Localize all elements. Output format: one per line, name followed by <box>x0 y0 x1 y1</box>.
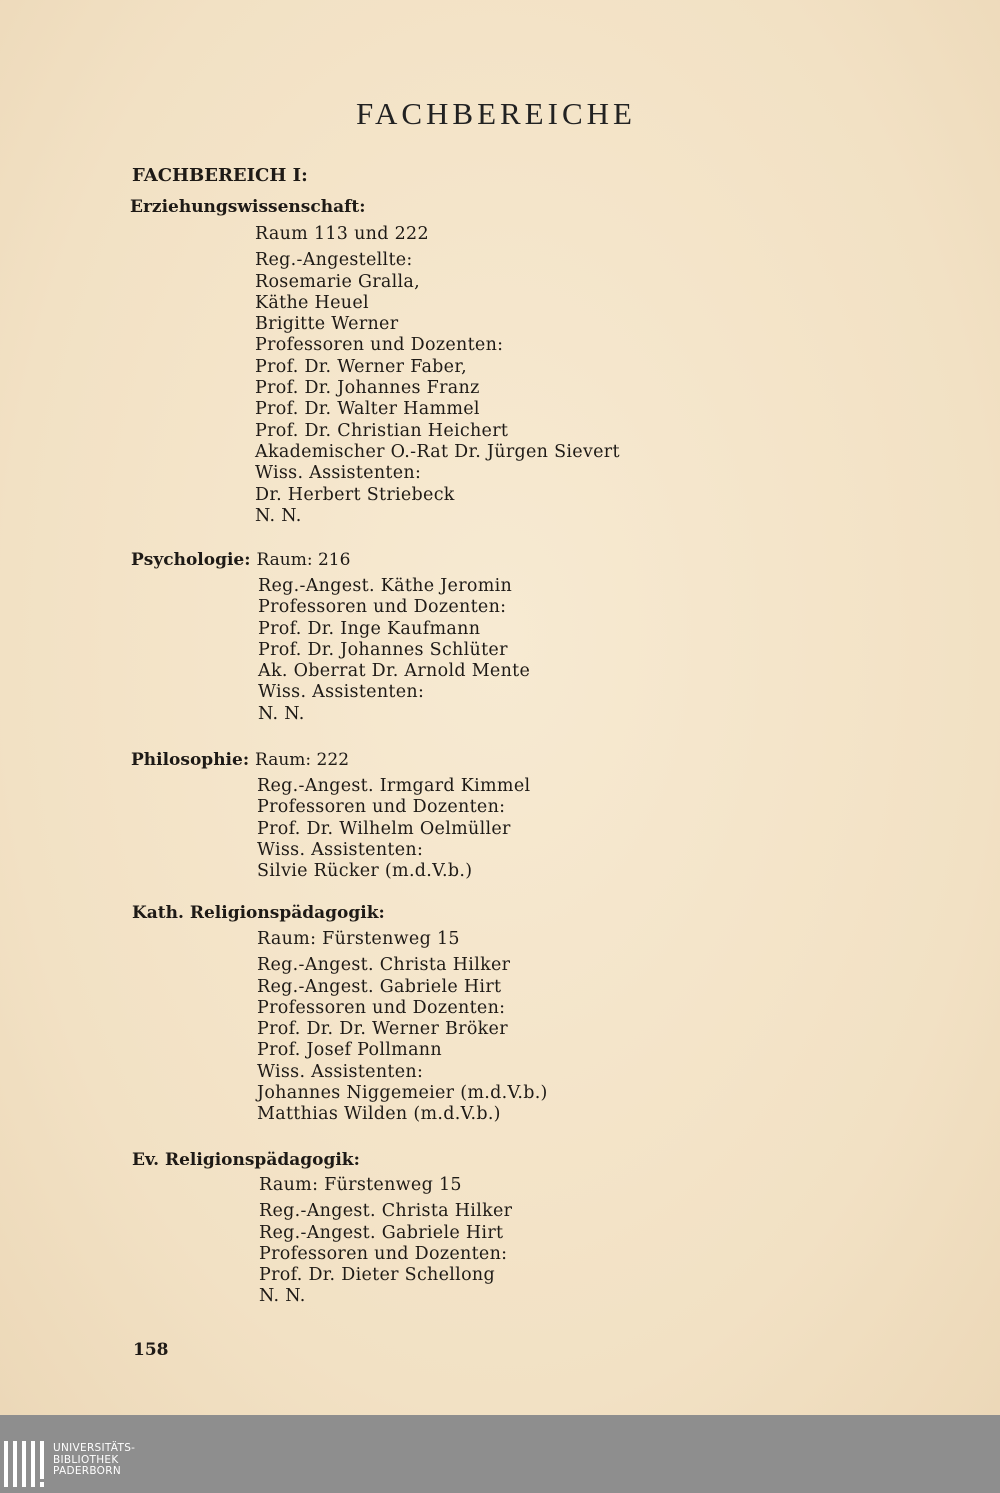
logo-line: UNIVERSITÄTS- <box>53 1442 136 1454</box>
entry-line: Silvie Rücker (m.d.V.b.) <box>257 861 473 882</box>
section-room: Raum: 222 <box>255 750 350 770</box>
entry-line: Akademischer O.-Rat Dr. Jürgen Sievert <box>255 441 620 462</box>
entry-line: Wiss. Assistenten: <box>257 839 424 860</box>
entry-line: Brigitte Werner <box>255 314 399 335</box>
section-entries-psychologie <box>258 576 530 725</box>
entry-line: Reg.-Angest. Christa Hilker <box>257 955 511 976</box>
section-heading-label: Kath. Religionspädagogik: <box>132 903 385 923</box>
entry-line: N. N. <box>258 703 305 724</box>
entry-line: Prof. Dr. Inge Kaufmann <box>258 618 481 639</box>
entry-line: Prof. Dr. Johannes Franz <box>255 378 480 399</box>
entry-line: Prof. Dr. Walter Hammel <box>255 399 480 420</box>
page-number: 158 <box>133 1340 169 1360</box>
entry-line: Reg.-Angestellte: <box>255 250 413 271</box>
logo-line: BIBLIOTHEK <box>53 1453 119 1466</box>
entry-line: Prof. Dr. Werner Faber, <box>255 356 467 377</box>
entry-line: Prof. Josef Pollmann <box>257 1040 442 1061</box>
section-heading-label: Psychologie: <box>131 550 251 570</box>
entry-line: Reg.-Angest. Gabriele Hirt <box>259 1222 504 1243</box>
section-entries-philosophie <box>257 776 530 882</box>
section-entries-kath-religionspaedagogik <box>257 929 548 1126</box>
entry-line: N. N. <box>259 1286 306 1307</box>
section-heading-label: Ev. Religionspädagogik: <box>132 1150 360 1170</box>
entry-line: Reg.-Angest. Christa Hilker <box>259 1201 513 1222</box>
entry-line: Prof. Dr. Dieter Schellong <box>259 1265 495 1286</box>
entry-line: N. N. <box>255 505 302 526</box>
logo-line: PADERBORN <box>53 1465 121 1477</box>
entry-line: Käthe Heuel <box>255 292 369 313</box>
entry-line: Prof. Dr. Christian Heichert <box>255 420 509 441</box>
section-heading-psychologie <box>131 550 350 570</box>
entry-line: Matthias Wilden (m.d.V.b.) <box>257 1104 501 1125</box>
entry-line: Wiss. Assistenten: <box>257 1061 424 1082</box>
entry-line: Raum: Fürstenweg 15 <box>259 1175 462 1195</box>
entry-line: Reg.-Angest. Käthe Jeromin <box>258 576 513 596</box>
entry-line: Raum 113 und 222 <box>255 224 429 244</box>
section-room: Raum: 216 <box>256 550 351 570</box>
section-heading-ev-religionspaedagogik <box>132 1150 360 1170</box>
entry-line: Prof. Dr. Johannes Schlüter <box>258 639 508 660</box>
entry-line: Professoren und Dozenten: <box>258 597 507 618</box>
department-heading: FACHBEREICH I: <box>132 165 308 186</box>
entry-line: Wiss. Assistenten: <box>258 682 425 703</box>
entry-line: Wiss. Assistenten: <box>255 463 422 484</box>
section-heading-label: Erziehungswissenschaft: <box>130 197 366 217</box>
section-heading-label: Philosophie: <box>131 750 250 770</box>
entry-line: Professoren und Dozenten: <box>255 335 504 356</box>
entry-line: Professoren und Dozenten: <box>257 997 506 1018</box>
entry-line: Rosemarie Gralla, <box>255 271 421 292</box>
library-logo-text <box>53 1443 135 1478</box>
entry-line: Prof. Dr. Wilhelm Oelmüller <box>257 818 511 839</box>
section-heading-philosophie <box>131 750 349 770</box>
library-footer-bar <box>0 1415 1000 1493</box>
entry-line: Professoren und Dozenten: <box>259 1243 508 1264</box>
section-entries-erziehungswissenschaft <box>255 224 620 527</box>
entry-line: Raum: Fürstenweg 15 <box>257 929 460 949</box>
library-logo-icon <box>4 1441 46 1487</box>
section-entries-ev-religionspaedagogik <box>259 1175 512 1308</box>
entry-line: Ak. Oberrat Dr. Arnold Mente <box>258 661 531 682</box>
section-heading-kath-religionspaedagogik <box>132 903 385 923</box>
page-title: FACHBEREICHE <box>356 96 636 131</box>
entry-line: Dr. Herbert Striebeck <box>255 484 455 505</box>
entry-line: Johannes Niggemeier (m.d.V.b.) <box>257 1083 548 1104</box>
section-heading-erziehungswissenschaft <box>130 197 366 217</box>
entry-line: Reg.-Angest. Gabriele Hirt <box>257 976 502 997</box>
entry-line: Prof. Dr. Dr. Werner Bröker <box>257 1019 508 1040</box>
entry-line: Professoren und Dozenten: <box>257 797 506 818</box>
entry-line: Reg.-Angest. Irmgard Kimmel <box>257 776 531 796</box>
